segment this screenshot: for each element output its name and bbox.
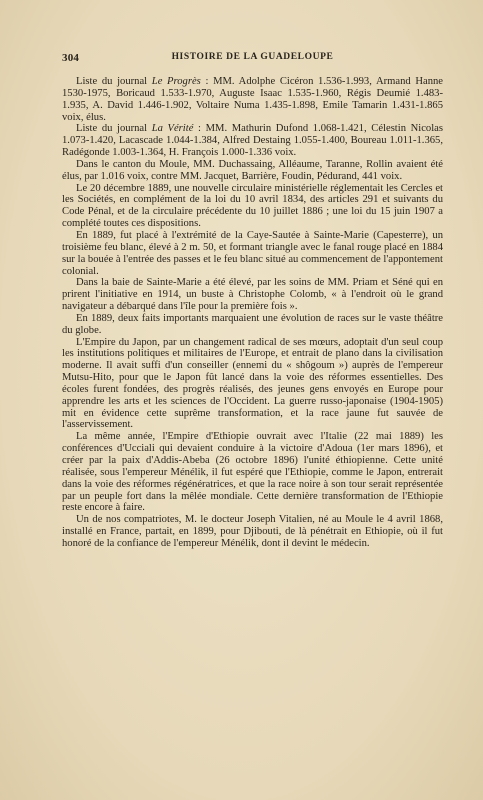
paragraph-vitalien: Un de nos compatriotes, M. le docteur Joseph Vitalien, né au Moule le 4 avril 1868, installé en France, partait, en 1899, pour Djibouti, de là pénétrait en Ethiopie, où il fut honoré de la confiance de l'empereur Ménélik, dont il devint le médecin. <box>62 514 443 549</box>
running-head <box>62 52 443 68</box>
running-title: HISTOIRE DE LA GUADELOUPE <box>171 52 334 62</box>
paragraph-verite-list: Liste du journal La Vérité : MM. Mathurin Dufond 1.068-1.421, Célestin Nicolas 1.073-1.420, Lacascade 1.044-1.384, Alfred Destaing 1.055-1.400, Boureau 1.011-1.365, Radégonde 1.003-1.364, H. François 1.000-1.336 voix. <box>62 123 443 159</box>
paragraph-progres-list: Liste du journal Le Progrès : MM. Adolphe Cicéron 1.536-1.993, Armand Hanne 1530-1975, Boricaud 1.533-1.970, Auguste Isaac 1.535-1.960, Régis Deumié 1.483-1.935, A. David 1.446-1.902, Voltaire Numa 1.435-1.898, Emile Tamarin 1.431-1.865 voix, élus. <box>62 76 444 123</box>
paragraph-caye-sautee: En 1889, fut placé à l'extrémité de la Caye-Sautée à Sainte-Marie (Capesterre), un troisième feu blanc, élevé à 2 m. 50, et formant triangle avec le fanal rouge placé en 1884 sur la bouée à l'entrée des passes et le feu blanc situé au commencement de l'appontement colonial. <box>62 229 443 277</box>
paragraph-moule-canton: Dans le canton du Moule, MM. Duchassaing, Alléaume, Taranne, Rollin avaient été élus, par 1.016 voix, contre MM. Jacquet, Barrière, Foudin, Pédurand, 441 voix. <box>62 158 443 182</box>
page-number: 304 <box>62 52 80 64</box>
paragraph-circulaire-1889: Le 20 décembre 1889, une nouvelle circulaire ministérielle réglementait les Cercles et les Sociétés, en complément de la loi du 10 avril 1834, des articles 291 et suivants du Code Pénal, et de la circulaire précédente du 10 juillet 1886 ; une loi du 15 juin 1907 a complété toutes ces dispositions. <box>62 182 443 230</box>
paragraph-ethiopie: La même année, l'Empire d'Ethiopie ouvrait avec l'Italie (22 mai 1889) les conférences d'Ucciali qui devaient conduire à la victoire d'Adoua (1er mars 1896), et créer par la paix d'Addis-Abeba (26 octobre 1896) l'unité éthiopienne. Cette unité réalisée, sous l'empereur Ménélik, il fut espéré que l'Ethiopie, comme le Japon, entrerait dans la voie des réformes régénératrices, et que la race noire à son tour serait représentée par un peuple fort dans la mêlée mondiale. Cette dernière transformation de l'Ethiopie reste encore à faire. <box>62 431 443 514</box>
journal-title: Le Progrès <box>151 76 201 87</box>
body-text <box>62 76 443 550</box>
paragraph-buste-colomb: Dans la baie de Sainte-Marie a été élevé, par les soins de MM. Priam et Séné qui en prirent l'initiative en 1914, un buste à Christophe Colomb, « à l'endroit où le grand navigateur a débarqué dans l'île pour la première fois ». <box>62 277 443 313</box>
paragraph-evolution-races: En 1889, deux faits importants marquaient une évolution de races sur le vaste théâtre du globe. <box>62 312 443 336</box>
paragraph-japon: L'Empire du Japon, par un changement radical de ses mœurs, adoptait d'un seul coup les institutions politiques et militaires de l'Europe, et entrait de plano dans la civilisation moderne. Il avait suffi d'un conseiller (ennemi du « shôgoum ») auprès de l'empereur Mutsu-Hito, pour que le Japon fût lancé dans la voie des réformes essentielles. Des écoles furent fondées, des progrès réalisés, des jeunes gens envoyés en Europe pour apprendre les arts et les sciences de l'Occident. La guerre russo-japonaise (1904-1905) mit en évidence cette suprême transformation, et la race jaune fut sauvée de l'asservissement. <box>62 336 443 431</box>
journal-title: La Vérité <box>151 123 194 135</box>
